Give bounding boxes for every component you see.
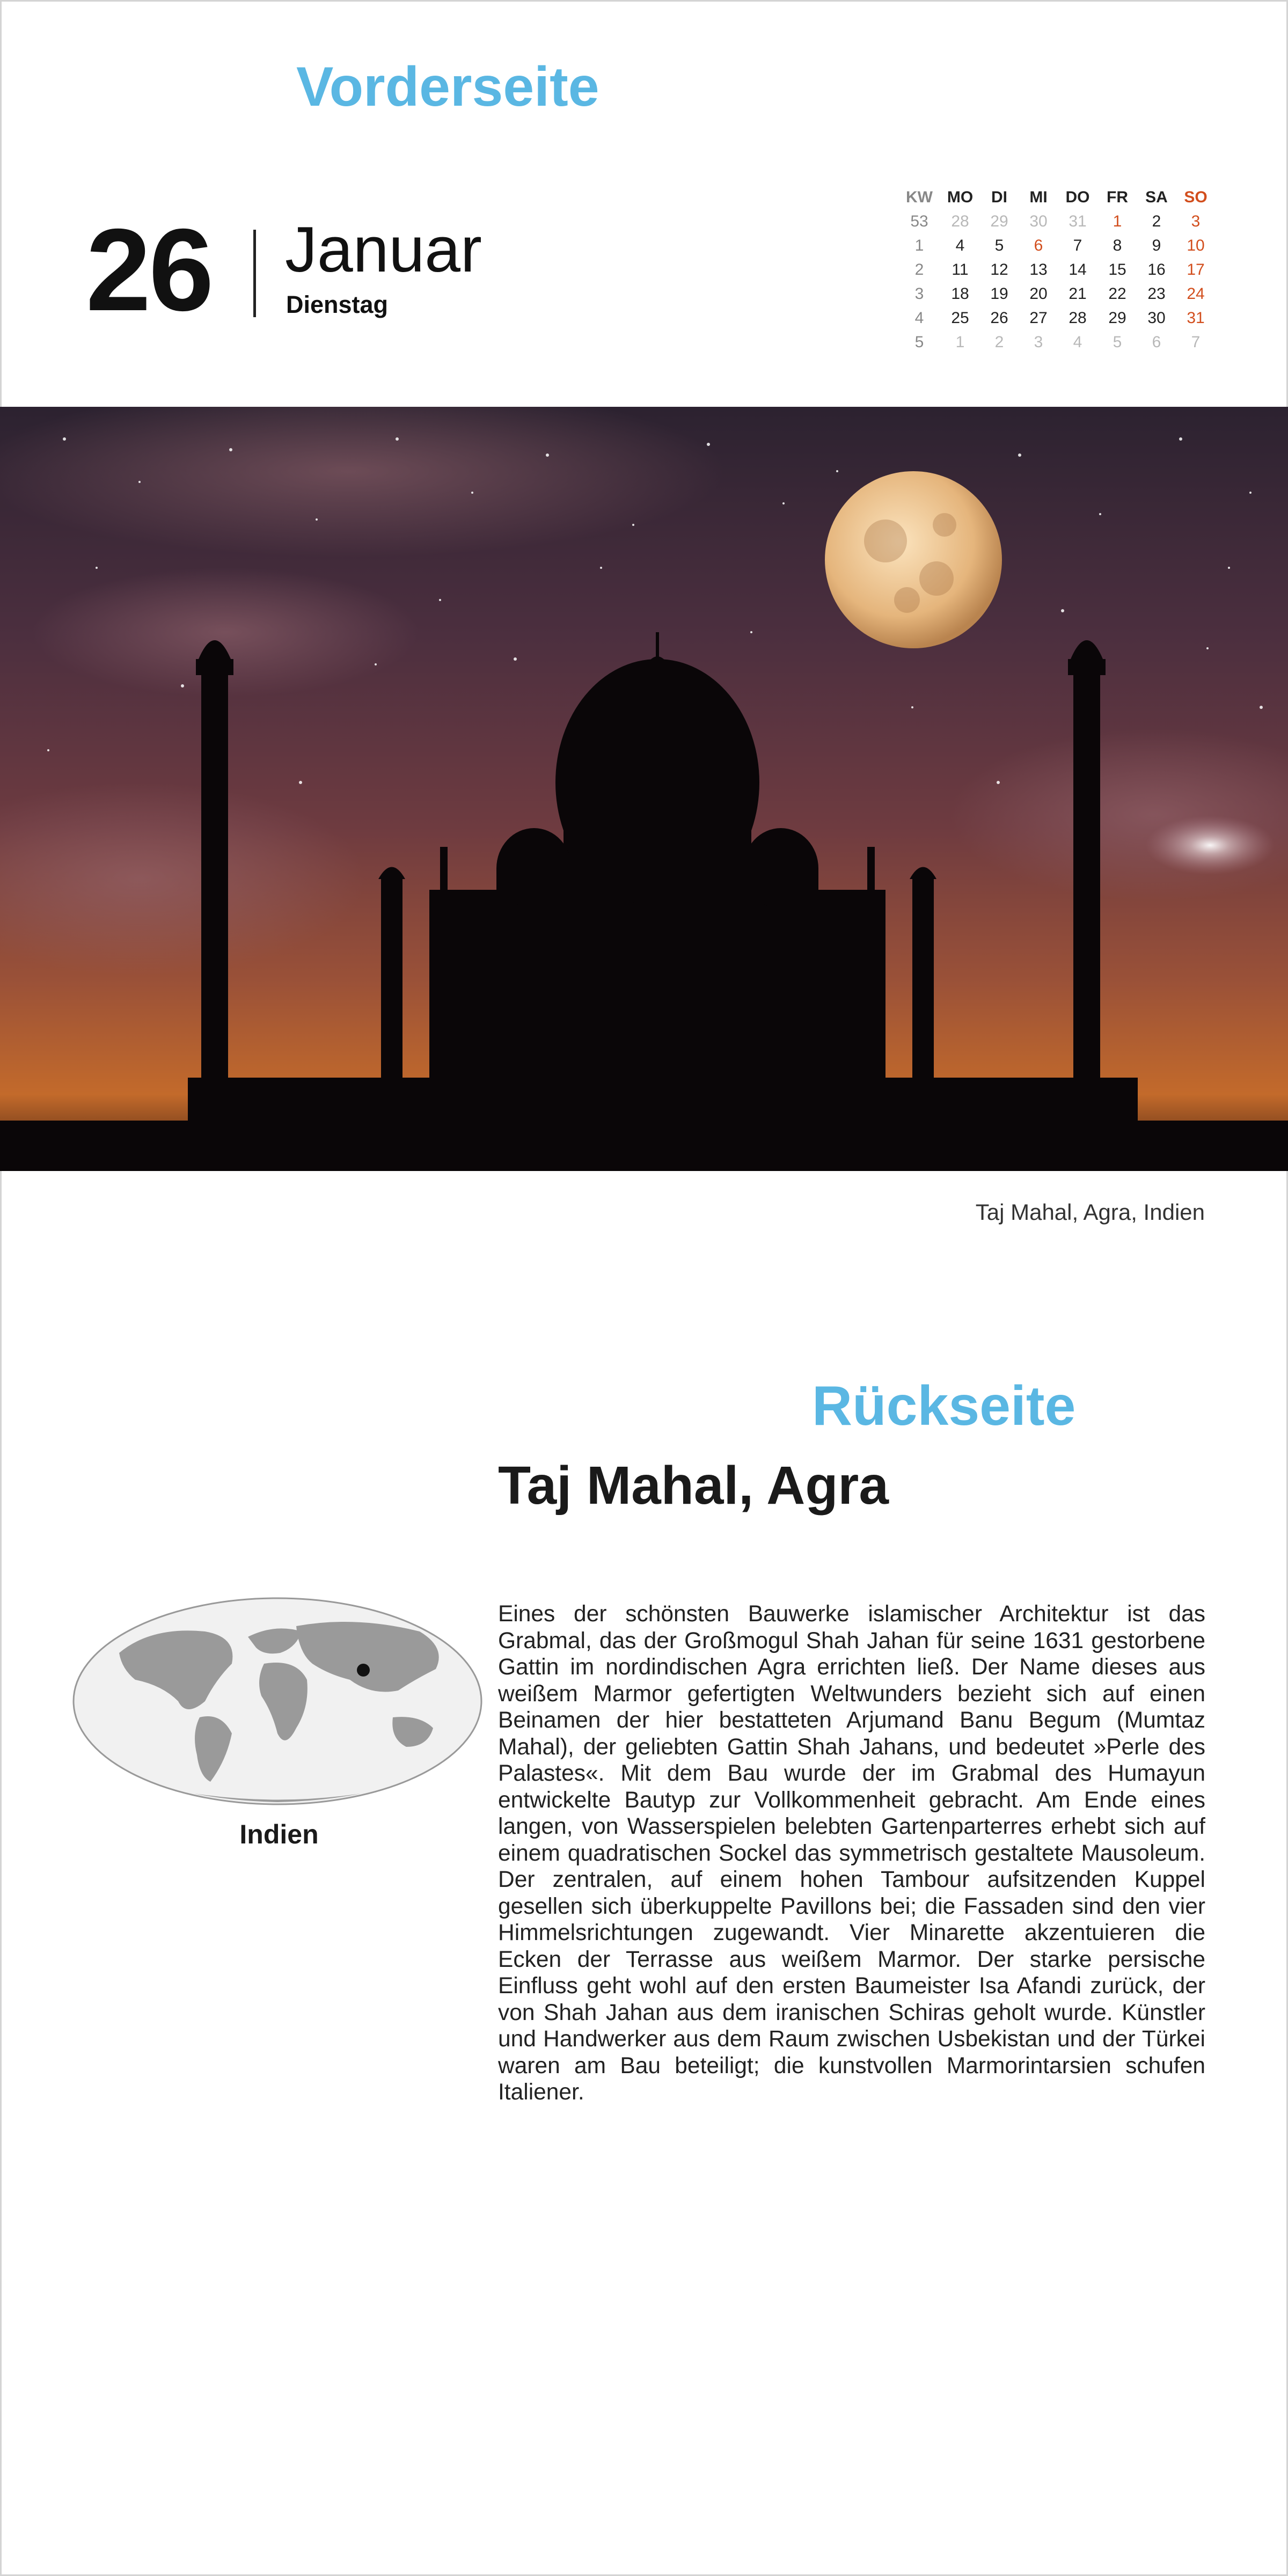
calendar-day: 25 bbox=[951, 309, 969, 327]
calendar-day: 31 bbox=[1187, 309, 1205, 327]
mini-calendar bbox=[901, 185, 1217, 362]
calendar-header: KW bbox=[906, 188, 933, 206]
calendar-header: SO bbox=[1184, 188, 1208, 206]
calendar-header: MI bbox=[1029, 188, 1048, 206]
calendar-day: 11 bbox=[952, 261, 969, 279]
calendar-day: 4 bbox=[955, 237, 965, 254]
calendar-day: 19 bbox=[990, 285, 1008, 303]
calendar-day: 7 bbox=[1073, 237, 1082, 254]
calendar-header: MO bbox=[947, 188, 974, 206]
calendar-day: 29 bbox=[990, 213, 1008, 230]
calendar-day: 20 bbox=[1029, 285, 1048, 303]
calendar-day: 14 bbox=[1069, 261, 1087, 279]
photo-caption: Taj Mahal, Agra, Indien bbox=[975, 1199, 1205, 1225]
calendar-day: 7 bbox=[1191, 333, 1201, 351]
weekday-name: Dienstag bbox=[286, 291, 389, 318]
taj-mahal-photo bbox=[0, 407, 1288, 1171]
front-side-title: Vorderseite bbox=[296, 56, 599, 118]
calendar-week-number: 3 bbox=[914, 285, 924, 303]
calendar-day: 18 bbox=[951, 285, 969, 303]
calendar-day: 3 bbox=[1191, 213, 1201, 230]
date-divider bbox=[253, 230, 256, 317]
calendar-header: SA bbox=[1145, 188, 1168, 206]
calendar-week-number: 1 bbox=[914, 237, 924, 254]
calendar-day: 30 bbox=[1029, 213, 1048, 230]
calendar-header: FR bbox=[1107, 188, 1128, 206]
calendar-day: 22 bbox=[1108, 285, 1126, 303]
calendar-week-number: 2 bbox=[914, 261, 924, 279]
day-number: 26 bbox=[86, 205, 212, 335]
calendar-day: 2 bbox=[1152, 213, 1161, 230]
calendar-day: 29 bbox=[1108, 309, 1126, 327]
calendar-day: 4 bbox=[1073, 333, 1082, 351]
calendar-day: 31 bbox=[1069, 213, 1087, 230]
calendar-day: 16 bbox=[1147, 261, 1166, 279]
calendar-week-number: 4 bbox=[914, 309, 924, 327]
article-title: Taj Mahal, Agra bbox=[498, 1455, 889, 1516]
calendar-day: 6 bbox=[1152, 333, 1161, 351]
calendar-day: 3 bbox=[1034, 333, 1043, 351]
world-map-icon bbox=[71, 1594, 484, 1809]
calendar-day: 30 bbox=[1147, 309, 1166, 327]
calendar-day: 27 bbox=[1029, 309, 1048, 327]
calendar-day: 23 bbox=[1147, 285, 1166, 303]
calendar-day: 2 bbox=[994, 333, 1004, 351]
calendar-day: 1 bbox=[1113, 213, 1122, 230]
map-label: Indien bbox=[239, 1819, 319, 1849]
calendar-day: 5 bbox=[1113, 333, 1122, 351]
calendar-day: 8 bbox=[1113, 237, 1122, 254]
calendar-day: 9 bbox=[1152, 237, 1161, 254]
calendar-day: 15 bbox=[1108, 261, 1126, 279]
calendar-day: 17 bbox=[1187, 261, 1205, 279]
calendar-week-number: 5 bbox=[914, 333, 924, 351]
calendar-day: 21 bbox=[1069, 285, 1087, 303]
calendar-day: 13 bbox=[1029, 261, 1048, 279]
calendar-day: 10 bbox=[1187, 237, 1205, 254]
calendar-day: 6 bbox=[1034, 237, 1043, 254]
back-side-title: Rückseite bbox=[812, 1375, 1076, 1437]
calendar-day: 28 bbox=[951, 213, 969, 230]
calendar-day: 12 bbox=[990, 261, 1008, 279]
calendar-header: DI bbox=[991, 188, 1007, 206]
article-body: Eines der schönsten Bauwerke islamischer Architektur ist das Grabmal, das der Großmogul Shah Jahan für seine 1631 gestorbene Gattin im nordindischen Agra errichten ließ. Der Name dieses aus weißem Marmor gefertigten Weltwunders bezieht sich auf einen Beinamen der hier bestatteten Arjumand Banu Begum (Mumtaz Mahal), der geliebten Gattin Shah Jahans, und bedeutet »Perle des Palastes«. Mit dem Bau wurde der im Grabmal des Humayun entwickelte Bautyp zur Vollkommenheit gebracht. Am Ende eines langen, von Wasserspielen belebten Gartenparterres erhebt sich auf einem quadratischen Sockel das symmetrisch gestaltete Mausoleum. Der zentralen, auf einem hohen Tambour aufsitzenden Kuppel gesellen sich überkuppelte Pavillons bei; die Fassaden sind den vier Himmelsrichtungen zugewandt. Vier Minarette akzentuieren die Ecken der Terrasse aus weißem Marmor. Der starke persische Einfluss geht wohl auf den ersten Baumeister Isa Afandi zurück, der von Shah Jahan aus dem iranischen Schiras geholt wurde. Künstler und Handwerker aus dem Raum zwischen Usbekistan und der Türkei waren am Bau beteiligt; die kunstvollen Marmorintarsien schufen Italiener. bbox=[498, 1601, 1205, 2105]
calendar-header: DO bbox=[1065, 188, 1090, 206]
calendar-week-number: 53 bbox=[910, 213, 928, 230]
month-name: Januar bbox=[285, 214, 482, 286]
calendar-day: 24 bbox=[1187, 285, 1205, 303]
calendar-day: 26 bbox=[990, 309, 1008, 327]
calendar-day: 1 bbox=[955, 333, 965, 351]
calendar-day: 5 bbox=[994, 237, 1004, 254]
calendar-day: 28 bbox=[1069, 309, 1087, 327]
